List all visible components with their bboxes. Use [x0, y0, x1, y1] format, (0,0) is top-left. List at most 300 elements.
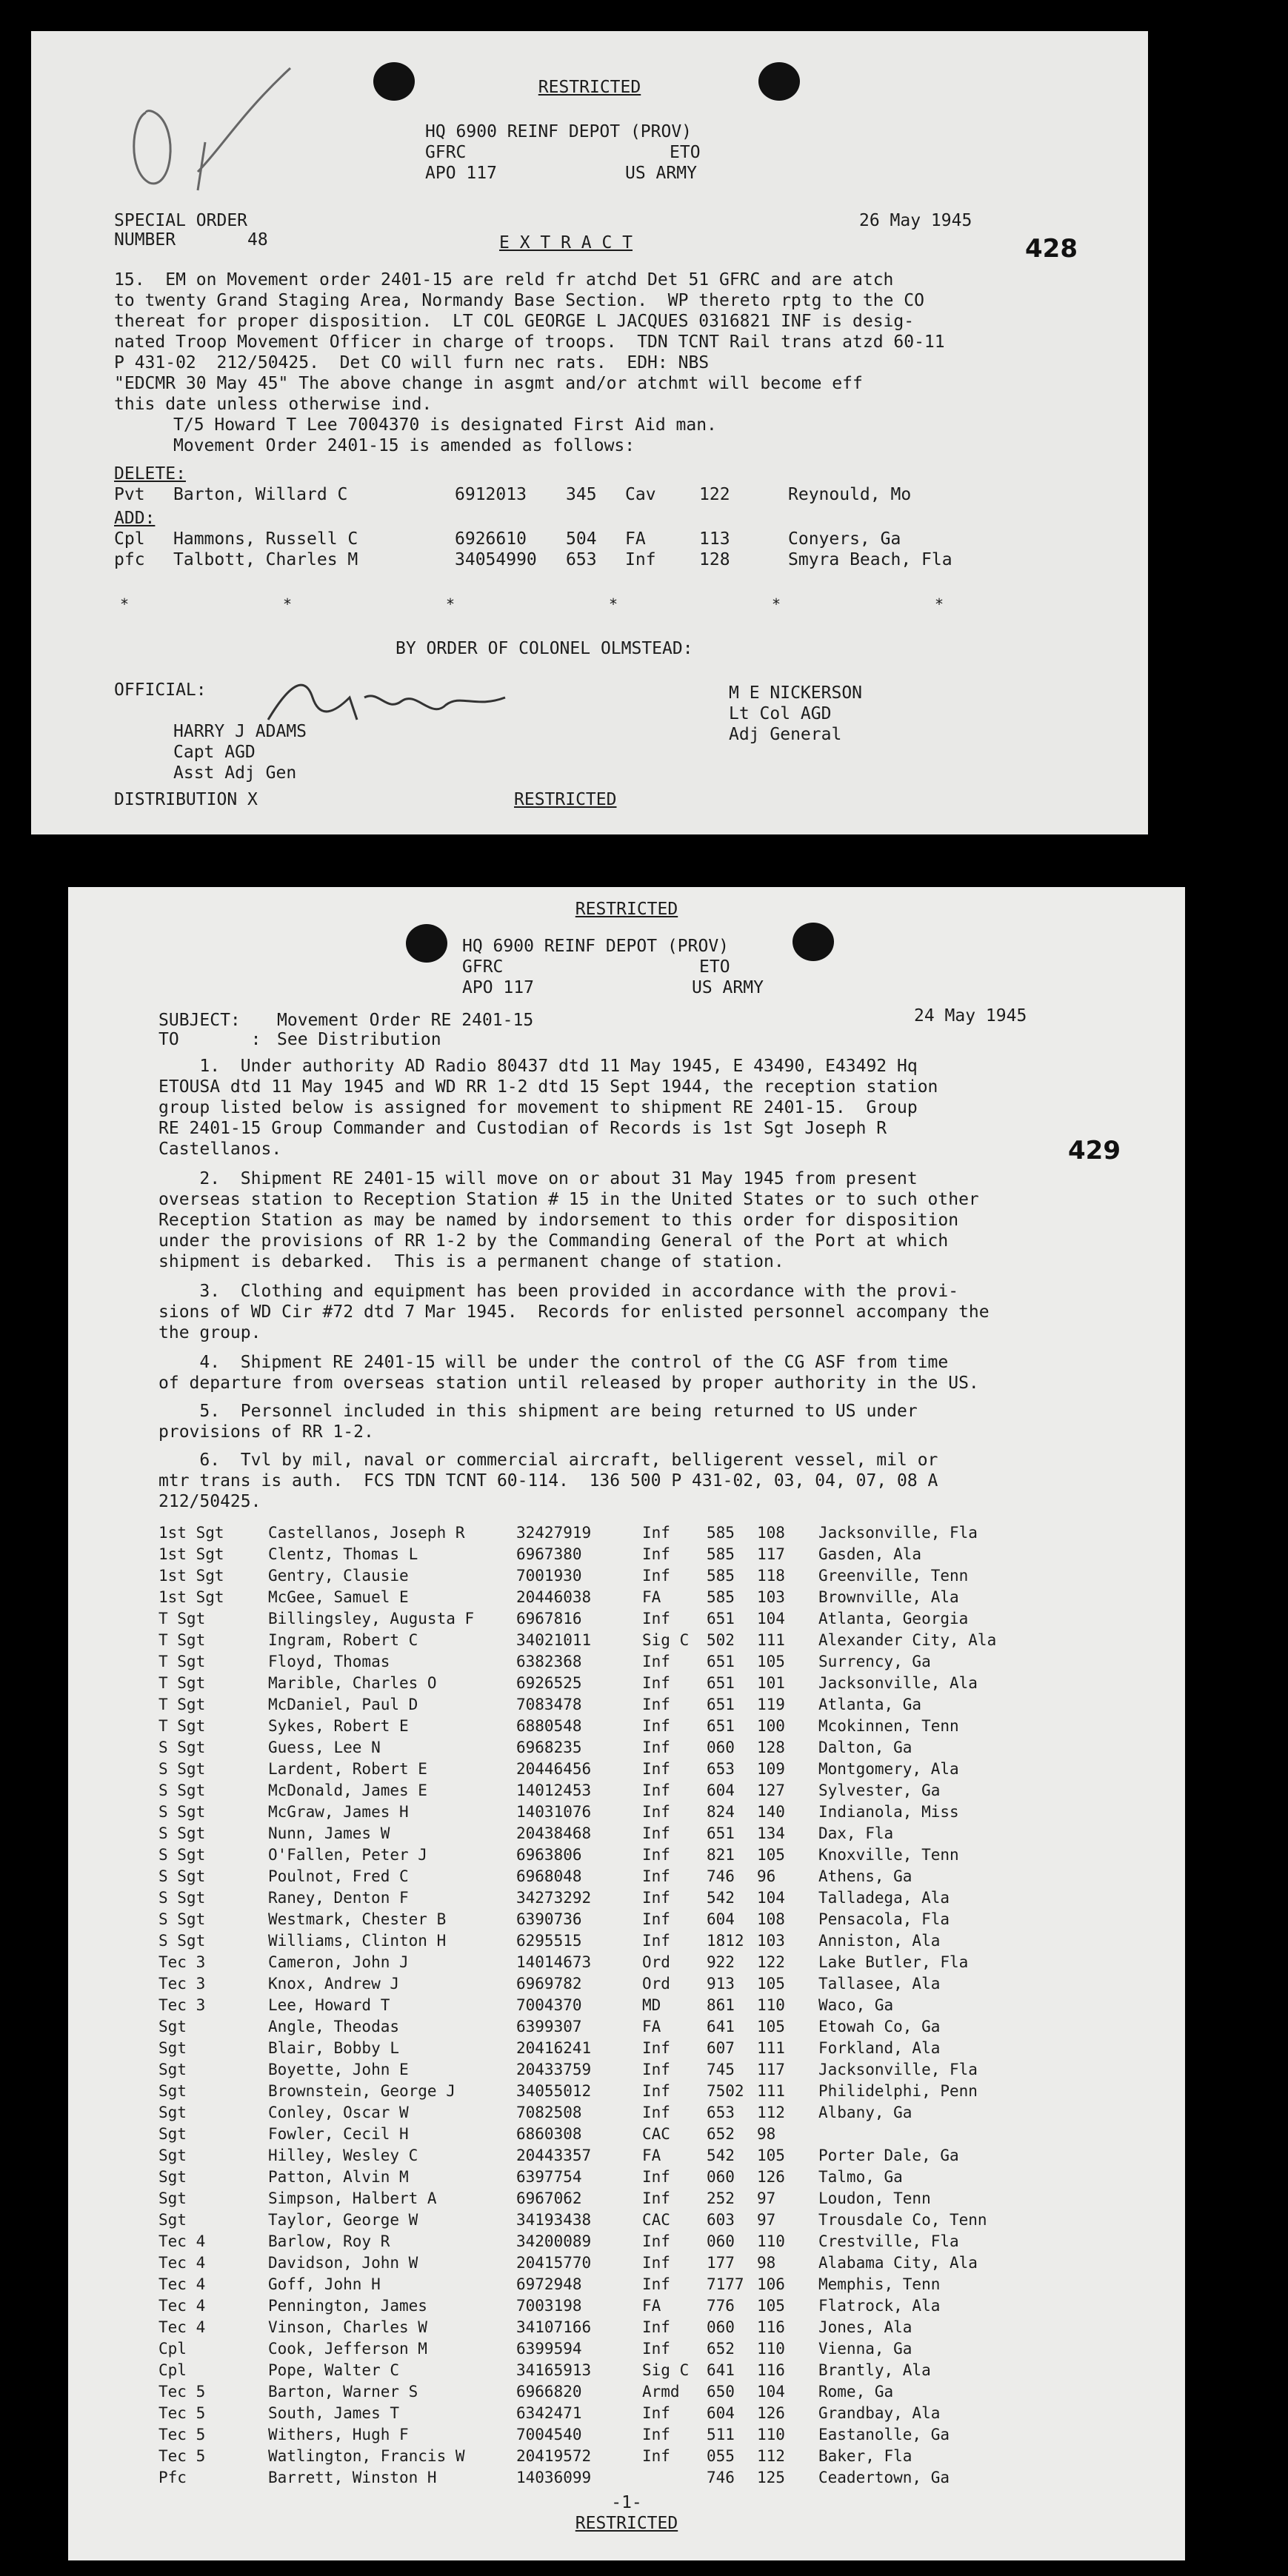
roster-row — [68, 1608, 1185, 1630]
roster-row — [68, 2102, 1185, 2124]
roster-home: Talmo, Ga — [818, 2168, 903, 2186]
roster-name: Withers, Hugh F — [268, 2426, 409, 2443]
roster-asn: 6926525 — [516, 1674, 582, 1692]
roster-code: 127 — [757, 1782, 785, 1799]
roster-name: Floyd, Thomas — [268, 1653, 390, 1670]
roster-row — [68, 1544, 1185, 1565]
roster-code: 125 — [757, 2469, 785, 2486]
signer-title: Asst Adj Gen — [173, 763, 297, 783]
roster-rank: Sgt — [159, 2104, 187, 2121]
roster-code: 101 — [757, 1674, 785, 1692]
roster-ssn: 641 — [707, 2361, 735, 2379]
roster-asn: 6967062 — [516, 2189, 582, 2207]
roster-code: 104 — [757, 1610, 785, 1627]
roster-arm: Inf — [642, 2082, 670, 2100]
roster-home: Eastanolle, Ga — [818, 2426, 950, 2443]
roster-rank: Tec 4 — [159, 2318, 206, 2336]
roster-row — [68, 2381, 1185, 2403]
roster-row — [68, 2467, 1185, 2489]
roster-rank: Sgt — [159, 2018, 187, 2035]
paragraph-line: of departure from overseas station until released by proper authority in the US. — [159, 1374, 979, 1393]
roster-arm: Sig C — [642, 1631, 690, 1649]
roster-arm: FA — [642, 2147, 661, 2164]
roster-home: Tallasee, Ala — [818, 1975, 941, 1993]
roster-rank: T Sgt — [159, 1653, 206, 1670]
roster-home: Rome, Ga — [818, 2383, 894, 2401]
roster-row — [68, 1780, 1185, 1801]
roster-asn: 6382368 — [516, 1653, 582, 1670]
by-order-line: BY ORDER OF COLONEL OLMSTEAD: — [396, 639, 693, 658]
roster-home: Jacksonville, Ala — [818, 1674, 978, 1692]
roster-ssn: 604 — [707, 2404, 735, 2422]
roster-row — [68, 2403, 1185, 2424]
roster-code: 118 — [757, 1567, 785, 1585]
paragraph-line: group listed below is assigned for movement to shipment RE 2401-15. Group — [159, 1098, 918, 1117]
amend-home: Smyra Beach, Fla — [788, 550, 952, 569]
roster-home: Surrency, Ga — [818, 1653, 931, 1670]
roster-home: Sylvester, Ga — [818, 1782, 941, 1799]
roster-ssn: 651 — [707, 1717, 735, 1735]
roster-code: 104 — [757, 2383, 785, 2401]
roster-arm: Inf — [642, 1867, 670, 1885]
roster-name: Sykes, Robert E — [268, 1717, 409, 1735]
roster-name: McGee, Samuel E — [268, 1588, 409, 1606]
roster-name: South, James T — [268, 2404, 400, 2422]
roster-asn: 20415770 — [516, 2254, 592, 2272]
roster-home: Dax, Fla — [818, 1824, 894, 1842]
roster-asn: 6342471 — [516, 2404, 582, 2422]
roster-ssn: 055 — [707, 2447, 735, 2465]
paragraph-line: the group. — [159, 1323, 261, 1342]
roster-rank: Tec 4 — [159, 2232, 206, 2250]
roster-code: 103 — [757, 1932, 785, 1950]
roster-row — [68, 1823, 1185, 1844]
paragraph-line: sions of WD Cir #72 dtd 7 Mar 1945. Records for enlisted personnel accompany the — [159, 1302, 990, 1322]
roster-name: Nunn, James W — [268, 1824, 390, 1842]
paragraph-line: to twenty Grand Staging Area, Normandy Base Section. WP thereto rptg to the CO — [114, 291, 924, 310]
roster-asn: 6860308 — [516, 2125, 582, 2143]
roster-asn: 6968235 — [516, 1739, 582, 1756]
roster-arm: Inf — [642, 1889, 670, 1907]
roster-asn: 6390736 — [516, 1910, 582, 1928]
roster-home: Etowah Co, Ga — [818, 2018, 941, 2035]
roster-asn: 6399307 — [516, 2018, 582, 2035]
roster-home: Athens, Ga — [818, 1867, 912, 1885]
page-stamp-number: 428 — [1025, 234, 1078, 264]
roster-asn: 6968048 — [516, 1867, 582, 1885]
roster-asn: 20416241 — [516, 2039, 592, 2057]
roster-name: Westmark, Chester B — [268, 1910, 447, 1928]
paragraph-line: shipment is debarked. This is a permanent change of station. — [159, 1252, 784, 1271]
to-value: See Distribution — [277, 1030, 441, 1049]
roster-rank: Sgt — [159, 2061, 187, 2078]
restricted-footer: RESTRICTED — [514, 790, 617, 809]
roster-row — [68, 2360, 1185, 2381]
roster-ssn: 252 — [707, 2189, 735, 2207]
roster-ssn: 585 — [707, 1545, 735, 1563]
amend-arm: FA — [625, 529, 646, 549]
amend-home: Conyers, Ga — [788, 529, 901, 549]
roster-row — [68, 1630, 1185, 1651]
roster-arm: CAC — [642, 2211, 670, 2229]
personnel-roster — [68, 887, 1185, 2560]
paragraph-line: 4. Shipment RE 2401-15 will be under the control of the CG ASF from time — [159, 1353, 949, 1372]
roster-asn: 7004370 — [516, 1996, 582, 2014]
roster-home: Trousdale Co, Tenn — [818, 2211, 987, 2229]
roster-row — [68, 2081, 1185, 2102]
roster-asn: 6967380 — [516, 1545, 582, 1563]
roster-asn: 14012453 — [516, 1782, 592, 1799]
roster-rank: Tec 4 — [159, 2254, 206, 2272]
roster-asn: 14031076 — [516, 1803, 592, 1821]
roster-rank: Sgt — [159, 2211, 187, 2229]
roster-code: 109 — [757, 1760, 785, 1778]
roster-home: Jacksonville, Fla — [818, 1524, 978, 1542]
roster-arm: Armd — [642, 2383, 680, 2401]
paragraph-line: nated Troop Movement Officer in charge of troops. TDN TCNT Rail trans atzd 60-11 — [114, 332, 945, 352]
apo-line: APO 117 — [425, 164, 497, 183]
roster-code: 105 — [757, 1653, 785, 1670]
roster-row — [68, 1844, 1185, 1866]
roster-home: Brantly, Ala — [818, 2361, 931, 2379]
roster-home: Ceadertown, Ga — [818, 2469, 950, 2486]
special-order-label: SPECIAL ORDER — [114, 211, 248, 230]
roster-code: 96 — [757, 1867, 776, 1885]
roster-asn: 6880548 — [516, 1717, 582, 1735]
roster-row — [68, 2231, 1185, 2252]
roster-home: Baker, Fla — [818, 2447, 912, 2465]
roster-name: O'Fallen, Peter J — [268, 1846, 427, 1864]
roster-ssn: 651 — [707, 1674, 735, 1692]
roster-arm: Inf — [642, 1803, 670, 1821]
roster-rank: S Sgt — [159, 1846, 206, 1864]
roster-name: Lee, Howard T — [268, 1996, 390, 2014]
restricted-header: RESTRICTED — [575, 900, 678, 919]
roster-arm: Inf — [642, 1653, 670, 1670]
amend-asn: 6912013 — [455, 485, 527, 504]
roster-home: Jones, Ala — [818, 2318, 912, 2336]
roster-ssn: 922 — [707, 1953, 735, 1971]
roster-arm: Inf — [642, 1545, 670, 1563]
roster-row — [68, 1673, 1185, 1694]
roster-code: 105 — [757, 2018, 785, 2035]
roster-row — [68, 2038, 1185, 2059]
roster-arm: Inf — [642, 1824, 670, 1842]
roster-code: 110 — [757, 2340, 785, 2358]
adjutant-title: Adj General — [729, 725, 842, 744]
roster-row — [68, 1801, 1185, 1823]
roster-ssn: 745 — [707, 2061, 735, 2078]
roster-code: 126 — [757, 2404, 785, 2422]
paragraph-line: 6. Tvl by mil, naval or commercial aircraft, belligerent vessel, mil or — [159, 1451, 938, 1470]
roster-code: 103 — [757, 1588, 785, 1606]
roster-arm: Inf — [642, 2168, 670, 2186]
roster-rank: T Sgt — [159, 1696, 206, 1713]
roster-arm: Inf — [642, 1910, 670, 1928]
roster-code: 98 — [757, 2254, 776, 2272]
roster-name: Castellanos, Joseph R — [268, 1524, 465, 1542]
roster-name: Brownstein, George J — [268, 2082, 456, 2100]
roster-ssn: 652 — [707, 2125, 735, 2143]
roster-rank: Sgt — [159, 2168, 187, 2186]
roster-code: 126 — [757, 2168, 785, 2186]
roster-code: 111 — [757, 2082, 785, 2100]
roster-name: Guess, Lee N — [268, 1739, 381, 1756]
roster-row — [68, 2446, 1185, 2467]
roster-ssn: 603 — [707, 2211, 735, 2229]
roster-code: 122 — [757, 1953, 785, 1971]
roster-arm: Ord — [642, 1975, 670, 1993]
roster-row — [68, 1930, 1185, 1952]
roster-asn: 32427919 — [516, 1524, 592, 1542]
roster-code: 97 — [757, 2189, 776, 2207]
roster-home: Indianola, Miss — [818, 1803, 959, 1821]
roster-rank: Sgt — [159, 2125, 187, 2143]
amend-arm: Cav — [625, 485, 656, 504]
roster-asn: 6399594 — [516, 2340, 582, 2358]
roster-name: Gentry, Clausie — [268, 1567, 409, 1585]
roster-rank: S Sgt — [159, 1932, 206, 1950]
paragraph-line: Movement Order 2401-15 is amended as follows: — [173, 436, 635, 455]
delete-label: DELETE: — [114, 464, 186, 484]
roster-ssn: 502 — [707, 1631, 735, 1649]
roster-row — [68, 1587, 1185, 1608]
roster-asn: 6967816 — [516, 1610, 582, 1627]
roster-home: Talladega, Ala — [818, 1889, 950, 1907]
roster-arm: Inf — [642, 2189, 670, 2207]
roster-code: 116 — [757, 2361, 785, 2379]
roster-home: Vienna, Ga — [818, 2340, 912, 2358]
roster-row — [68, 2167, 1185, 2188]
roster-rank: Pfc — [159, 2469, 187, 2486]
roster-arm: Inf — [642, 2318, 670, 2336]
amend-rank: Pvt — [114, 485, 145, 504]
roster-name: Lardent, Robert E — [268, 1760, 427, 1778]
roster-name: Davidson, John W — [268, 2254, 418, 2272]
roster-ssn: 7177 — [707, 2275, 744, 2293]
roster-row — [68, 2274, 1185, 2295]
roster-name: Fowler, Cecil H — [268, 2125, 409, 2143]
roster-home: Alexander City, Ala — [818, 1631, 997, 1649]
restricted-header: RESTRICTED — [538, 78, 641, 97]
roster-name: McDonald, James E — [268, 1782, 427, 1799]
special-order-page: RESTRICTED HQ 6900 REINF DEPOT (PROV) GFRC ETO APO 117 US ARMY SPECIAL ORDER NUMBER 48 E X T R A C T 26 May 1945 428 15. EM on Movement order 2401-15 are reld fr atchd Det 51 GFRC and are atch to twenty Grand Staging Area, Normandy Base Section. WP thereto rptg to the CO thereat for proper disposition. LT COL GEORGE L JACQUES 0316821 INF is desig- nated Troop Movement Officer in charge of troops. TDN TCNT Rail trans atzd 60-11 P 431-02 212/50425. Det CO will furn nec rats. EDH: NBS "EDCMR 30 May 45" The above change in asgmt and/or atchmt will become eff this date unless otherwise ind. T/5 Howard T Lee 7004370 is designated First Aid man. Movement Order 2401-15 is amended as follows: DELETE: Pvt Barton, Willard C 6912013 345 Cav 122 Reynould, Mo ADD: Cpl Hammons, Russell C 6926610 504 FA 113 Conyers, Ga pfc Talbott, Charles M 34054990 653 Inf 128 Smyra Beach, Fla * * * * * * BY ORDER OF COLONEL OLMSTEAD: OFFICIAL: HARRY J ADAMS Capt AGD Asst Adj Gen M E NICKERSON Lt Col AGD Adj General DISTRIBUTION X RESTRICTED — [31, 31, 1148, 834]
roster-rank: T Sgt — [159, 1610, 206, 1627]
roster-rank: 1st Sgt — [159, 1524, 224, 1542]
amend-name: Talbott, Charles M — [173, 550, 358, 569]
roster-name: Knox, Andrew J — [268, 1975, 400, 1993]
roster-asn: 7004540 — [516, 2426, 582, 2443]
number-label: NUMBER — [114, 230, 176, 250]
roster-arm: Inf — [642, 2404, 670, 2422]
roster-ssn: 651 — [707, 1696, 735, 1713]
roster-row — [68, 2145, 1185, 2167]
amend-asn: 6926610 — [455, 529, 527, 549]
roster-rank: Tec 5 — [159, 2383, 206, 2401]
roster-asn: 7082508 — [516, 2104, 582, 2121]
roster-name: Hilley, Wesley C — [268, 2147, 418, 2164]
restricted-footer: RESTRICTED — [575, 2514, 678, 2533]
roster-rank: S Sgt — [159, 1803, 206, 1821]
amend-ssn: 653 — [566, 550, 597, 569]
roster-arm: Inf — [642, 1846, 670, 1864]
add-label: ADD: — [114, 509, 156, 528]
roster-row — [68, 2124, 1185, 2145]
roster-home: Mcokinnen, Tenn — [818, 1717, 959, 1735]
roster-arm: Inf — [642, 1782, 670, 1799]
roster-home: Lake Butler, Fla — [818, 1953, 969, 1971]
amend-name: Hammons, Russell C — [173, 529, 358, 549]
roster-arm: CAC — [642, 2125, 670, 2143]
roster-asn: 20438468 — [516, 1824, 592, 1842]
roster-ssn: 650 — [707, 2383, 735, 2401]
roster-ssn: 060 — [707, 2232, 735, 2250]
roster-arm: FA — [642, 2297, 661, 2315]
roster-home: Atlanta, Georgia — [818, 1610, 969, 1627]
roster-ssn: 511 — [707, 2426, 735, 2443]
eto-line: ETO — [670, 143, 701, 162]
roster-rank: S Sgt — [159, 1889, 206, 1907]
roster-row — [68, 1716, 1185, 1737]
roster-row — [68, 1522, 1185, 1544]
roster-name: McGraw, James H — [268, 1803, 409, 1821]
roster-ssn: 585 — [707, 1524, 735, 1542]
roster-arm: Inf — [642, 1739, 670, 1756]
roster-name: Watlington, Francis W — [268, 2447, 465, 2465]
adjutant-rank: Lt Col AGD — [729, 704, 832, 723]
paragraph-line: thereat for proper disposition. LT COL GEORGE L JACQUES 0316821 INF is desig- — [114, 312, 915, 331]
roster-rank: Tec 3 — [159, 1953, 206, 1971]
roster-name: Cook, Jefferson M — [268, 2340, 427, 2358]
roster-name: Taylor, George W — [268, 2211, 418, 2229]
roster-ssn: 7502 — [707, 2082, 744, 2100]
paragraph-line: ETOUSA dtd 11 May 1945 and WD RR 1-2 dtd 15 Sept 1944, the reception station — [159, 1077, 938, 1097]
roster-asn: 34200089 — [516, 2232, 592, 2250]
roster-name: Billingsley, Augusta F — [268, 1610, 475, 1627]
roster-home: Greenville, Tenn — [818, 1567, 969, 1585]
roster-rank: Sgt — [159, 2147, 187, 2164]
roster-asn: 6972948 — [516, 2275, 582, 2293]
roster-rank: Tec 5 — [159, 2404, 206, 2422]
paragraph-line: provisions of RR 1-2. — [159, 1422, 374, 1442]
adjutant-name: M E NICKERSON — [729, 683, 863, 703]
roster-arm: Inf — [642, 1760, 670, 1778]
roster-ssn: 542 — [707, 2147, 735, 2164]
distribution-line: DISTRIBUTION X — [114, 790, 258, 809]
roster-row — [68, 2295, 1185, 2317]
amend-asn: 34054990 — [455, 550, 537, 569]
amend-home: Reynould, Mo — [788, 485, 912, 504]
roster-asn: 6397754 — [516, 2168, 582, 2186]
roster-arm: Inf — [642, 2104, 670, 2121]
roster-rank: Tec 4 — [159, 2275, 206, 2293]
roster-asn: 20443357 — [516, 2147, 592, 2164]
roster-rank: T Sgt — [159, 1717, 206, 1735]
roster-rank: S Sgt — [159, 1910, 206, 1928]
roster-rank: Cpl — [159, 2340, 187, 2358]
roster-ssn: 653 — [707, 1760, 735, 1778]
roster-arm: Inf — [642, 2232, 670, 2250]
roster-name: Pennington, James — [268, 2297, 427, 2315]
roster-ssn: 651 — [707, 1610, 735, 1627]
roster-rank: S Sgt — [159, 1782, 206, 1799]
roster-rank: Sgt — [159, 2082, 187, 2100]
roster-name: Raney, Denton F — [268, 1889, 409, 1907]
paragraph-line: 15. EM on Movement order 2401-15 are reld fr atchd Det 51 GFRC and are atch — [114, 270, 894, 290]
roster-row — [68, 1909, 1185, 1930]
roster-name: Clentz, Thomas L — [268, 1545, 418, 1563]
roster-code: 134 — [757, 1824, 785, 1842]
us-army-line: US ARMY — [692, 978, 764, 997]
gfrc-line: GFRC — [462, 957, 504, 977]
roster-ssn: 585 — [707, 1588, 735, 1606]
roster-row — [68, 2424, 1185, 2446]
roster-code: 140 — [757, 1803, 785, 1821]
roster-row — [68, 2188, 1185, 2209]
amend-code: 122 — [699, 485, 730, 504]
roster-name: Goff, John H — [268, 2275, 381, 2293]
roster-ssn: 060 — [707, 2168, 735, 2186]
roster-arm: Inf — [642, 2039, 670, 2057]
amend-code: 113 — [699, 529, 730, 549]
roster-row — [68, 2317, 1185, 2338]
roster-ssn: 177 — [707, 2254, 735, 2272]
roster-asn: 14014673 — [516, 1953, 592, 1971]
roster-code: 116 — [757, 2318, 785, 2336]
roster-name: Barrett, Winston H — [268, 2469, 437, 2486]
roster-home: Memphis, Tenn — [818, 2275, 941, 2293]
roster-home: Philidelphi, Penn — [818, 2082, 978, 2100]
roster-asn: 7001930 — [516, 1567, 582, 1585]
roster-arm: Inf — [642, 1610, 670, 1627]
roster-home: Alabama City, Ala — [818, 2254, 978, 2272]
roster-arm: Inf — [642, 2254, 670, 2272]
roster-rank: 1st Sgt — [159, 1545, 224, 1563]
roster-code: 111 — [757, 1631, 785, 1649]
roster-row — [68, 1759, 1185, 1780]
roster-code: 106 — [757, 2275, 785, 2293]
roster-asn: 34055012 — [516, 2082, 592, 2100]
roster-home: Dalton, Ga — [818, 1739, 912, 1756]
roster-name: Blair, Bobby L — [268, 2039, 400, 2057]
roster-home: Pensacola, Fla — [818, 1910, 950, 1928]
roster-ssn: 861 — [707, 1996, 735, 2014]
roster-arm: Inf — [642, 1932, 670, 1950]
roster-row — [68, 1952, 1185, 1973]
roster-code: 97 — [757, 2211, 776, 2229]
roster-ssn: 746 — [707, 2469, 735, 2486]
roster-arm: Inf — [642, 1674, 670, 1692]
roster-code: 108 — [757, 1910, 785, 1928]
amend-ssn: 345 — [566, 485, 597, 504]
roster-ssn: 604 — [707, 1782, 735, 1799]
roster-asn: 34165913 — [516, 2361, 592, 2379]
extract-title: E X T R A C T — [499, 233, 633, 252]
roster-home: Brownville, Ala — [818, 1588, 959, 1606]
amend-arm: Inf — [625, 550, 656, 569]
signer-name: HARRY J ADAMS — [173, 722, 307, 741]
roster-code: 112 — [757, 2104, 785, 2121]
roster-row — [68, 1694, 1185, 1716]
roster-ssn: 641 — [707, 2018, 735, 2035]
roster-code: 111 — [757, 2039, 785, 2057]
roster-code: 112 — [757, 2447, 785, 2465]
roster-row — [68, 2252, 1185, 2274]
roster-asn: 6963806 — [516, 1846, 582, 1864]
paragraph-line: this date unless otherwise ind. — [114, 395, 433, 414]
roster-row — [68, 2338, 1185, 2360]
paragraph-line: mtr trans is auth. FCS TDN TCNT 60-114. 136 500 P 431-02, 03, 04, 07, 08 A — [159, 1471, 938, 1491]
